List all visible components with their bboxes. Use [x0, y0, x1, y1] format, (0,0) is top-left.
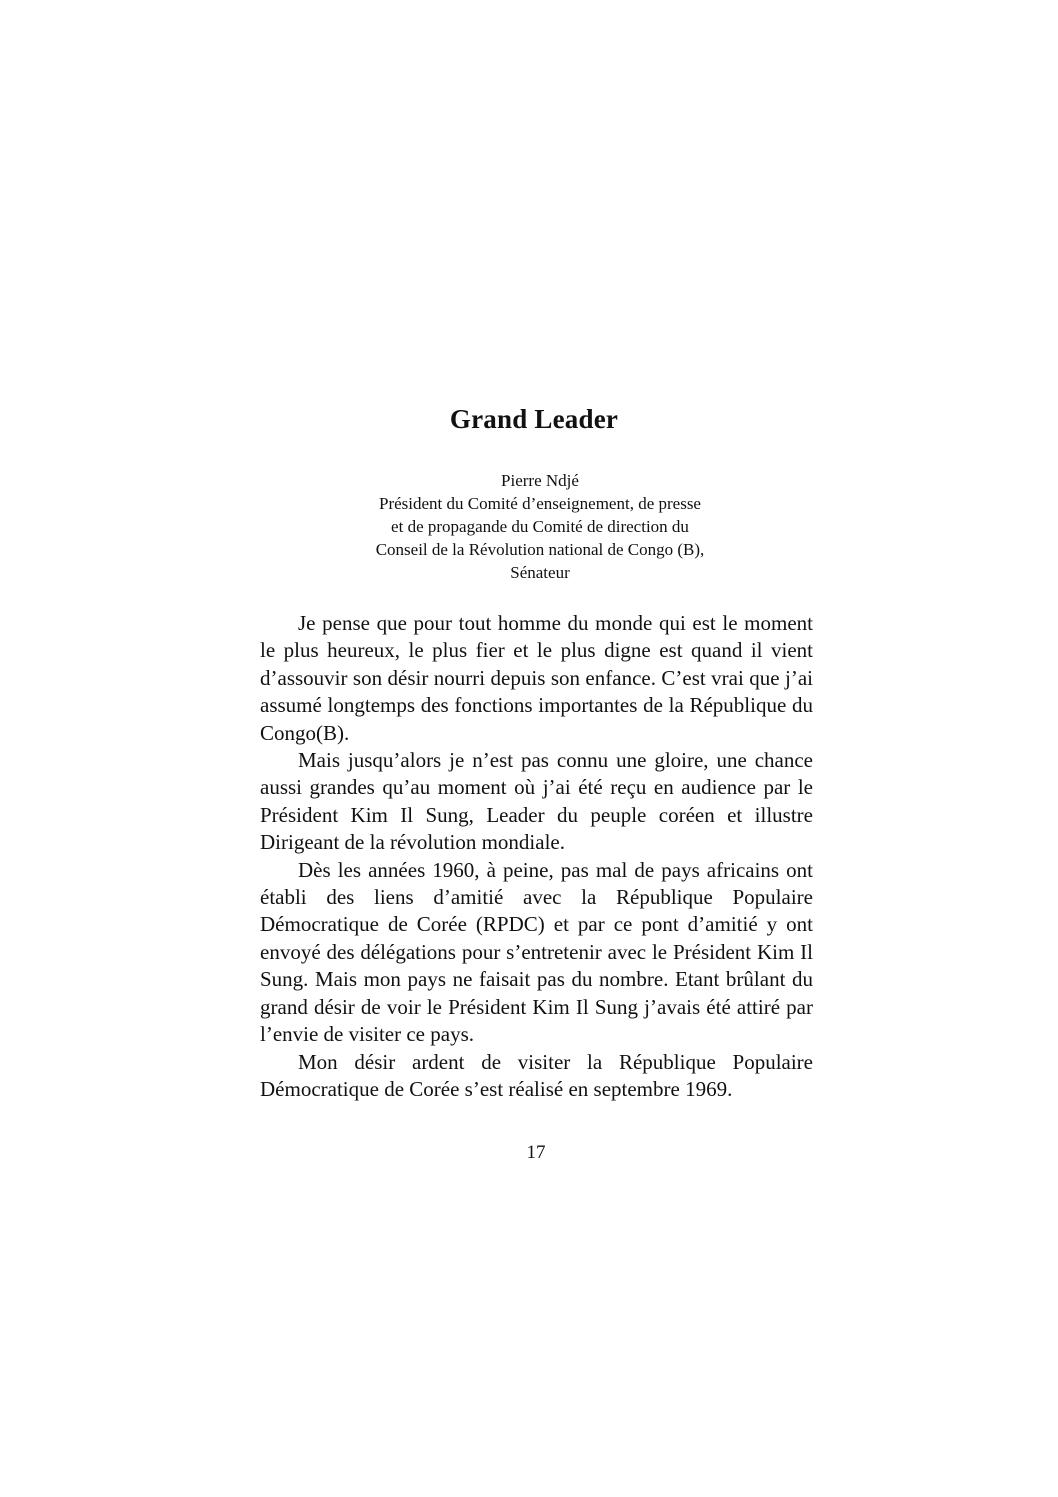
author-byline	[260, 469, 820, 584]
author-role-line: Conseil de la Révolution national de Congo (B),	[375, 540, 705, 559]
paragraph: Mais jusqu’alors je n’est pas connu une gloire, une chance aussi grandes qu’au moment où j’ai été reçu en audience par le Président Kim Il Sung, Leader du peuple coréen et illustre Dirigeant de la révolution mondiale.	[260, 748, 813, 855]
article-body	[260, 610, 813, 1103]
author-role-line: Sénateur	[510, 563, 570, 582]
author-role-line: Président du Comité d’enseignement, de presse	[379, 494, 701, 513]
author-role-line: et de propagande du Comité de direction du	[391, 517, 689, 536]
page-title: Grand Leader	[449, 404, 619, 434]
page-number: 17	[526, 1142, 546, 1163]
paragraph: Dès les années 1960, à peine, pas mal de pays africains ont établi des liens d’amitié avec la République Populaire Démocratique de Corée (RPDC) et par ce pont d’amitié y ont envoyé des délégations pour s’entretenir avec le Président Kim Il Sung. Mais mon pays ne faisait pas du nombre. Etant brûlant du grand désir de voir le Président Kim Il Sung j’avais été attiré par l’envie de visiter ce pays.	[260, 857, 813, 1047]
paragraph: Je pense que pour tout homme du monde qui est le moment le plus heureux, le plus fier et le plus digne est quand il vient d’assouvir son désir nourri depuis son enfance. C’est vrai que j’ai assumé longtemps des fonctions importantes de la République du Congo(B).	[260, 611, 813, 745]
author-name: Pierre Ndjé	[501, 471, 579, 490]
paragraph: Mon désir ardent de visiter la République Populaire Démocratique de Corée s’est réalisé en septembre 1969.	[260, 1049, 813, 1101]
